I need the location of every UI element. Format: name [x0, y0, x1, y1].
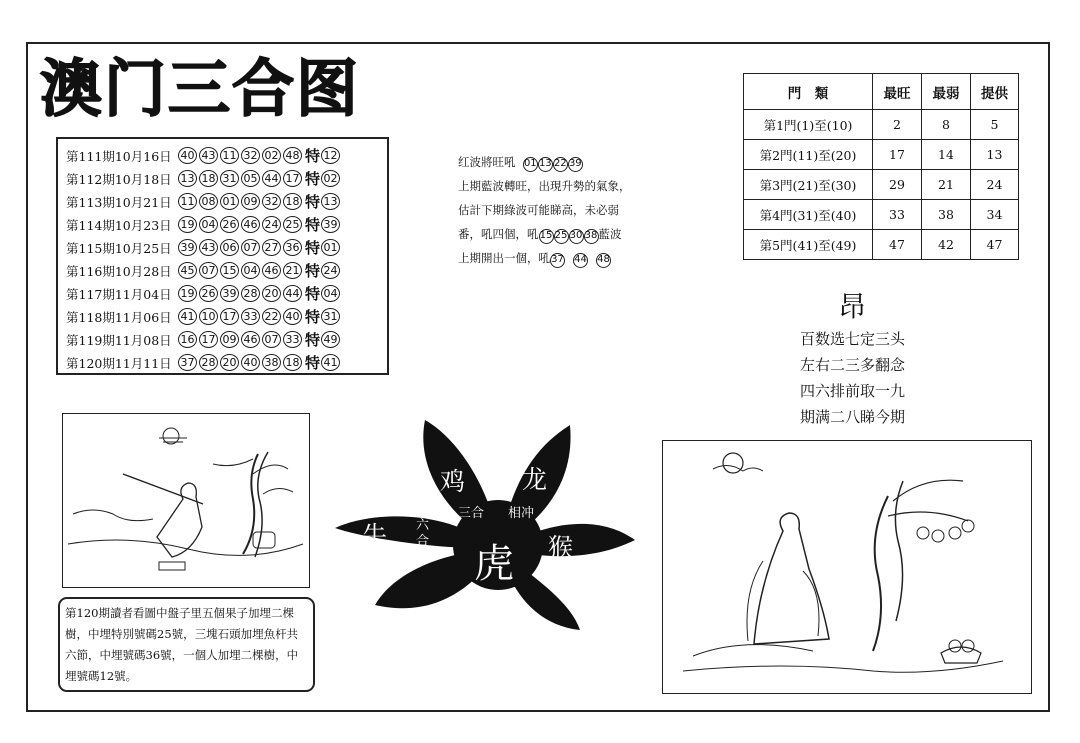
- hint-line-2: 上期藍波轉旺，出現升勢的氣象，: [458, 179, 631, 193]
- illustration-sage-tree: [662, 440, 1032, 694]
- number-ball: 06: [220, 239, 239, 256]
- story-text: 第120期讀者看圖中盤子里五個果子加埋二棵樹，中埋特別號碼25號，三塊石頭加埋魚杆共六節，中埋號碼36號，一個人加埋二棵樹，中埋號碼12號。: [58, 597, 315, 692]
- number-ball: 46: [241, 331, 260, 348]
- zodiac-hou: 猴: [548, 533, 574, 562]
- riddle-char: 昂: [838, 290, 867, 323]
- number-ball: 40: [241, 354, 260, 371]
- number-ball: 13: [538, 157, 553, 172]
- number-ball: 09: [241, 193, 260, 210]
- gate-header-cell: 最旺: [873, 74, 922, 110]
- number-ball: 32: [241, 147, 260, 164]
- number-ball: 15: [539, 229, 554, 244]
- special-number-ball: 02: [321, 170, 340, 187]
- zodiac-long: 龙: [522, 465, 548, 494]
- history-row: [66, 351, 387, 374]
- sage-scene-image: [663, 441, 1030, 692]
- number-ball: 10: [199, 308, 218, 325]
- special-number-ball: 04: [321, 285, 340, 302]
- number-ball: 36: [283, 239, 302, 256]
- number-ball: 17: [220, 308, 239, 325]
- zodiac-ji: 鸡: [440, 467, 466, 496]
- history-table: [56, 137, 389, 375]
- gate-value-cell: 5: [971, 110, 1019, 140]
- number-ball: 44: [283, 285, 302, 302]
- number-ball: 39: [178, 239, 197, 256]
- gate-row: [744, 230, 1019, 260]
- fishing-scene-image: [63, 414, 308, 586]
- number-ball: 05: [241, 170, 260, 187]
- gate-row: [744, 140, 1019, 170]
- period-label: 第111期10月16日: [66, 148, 172, 164]
- number-ball: 18: [199, 170, 218, 187]
- period-label: 第114期10月23日: [66, 217, 172, 233]
- number-ball: 16: [178, 331, 197, 348]
- number-ball: 09: [220, 331, 239, 348]
- gate-value-cell: 33: [873, 200, 922, 230]
- gate-header-cell: 提供: [971, 74, 1019, 110]
- number-ball: 25: [283, 216, 302, 233]
- gate-label-cell: 第2門(11)至(20): [744, 140, 873, 170]
- number-ball: 18: [283, 193, 302, 210]
- number-ball: 07: [241, 239, 260, 256]
- number-ball: 08: [199, 193, 218, 210]
- number-ball: 38: [584, 229, 599, 244]
- number-ball: 01: [220, 193, 239, 210]
- special-number-ball: 41: [321, 354, 340, 371]
- gate-value-cell: 34: [971, 200, 1019, 230]
- number-ball: 26: [199, 285, 218, 302]
- hint-line-5: [458, 246, 668, 270]
- illustration-scholar-fishing: [62, 413, 310, 588]
- number-ball: 43: [199, 239, 218, 256]
- number-ball: 18: [283, 354, 302, 371]
- number-ball: 46: [241, 216, 260, 233]
- special-label: 特: [305, 331, 321, 349]
- history-row: [66, 190, 387, 213]
- number-ball: 38: [262, 354, 281, 371]
- zodiac-hu: 虎: [474, 541, 514, 587]
- number-ball: 39: [220, 285, 239, 302]
- number-ball: 22: [262, 308, 281, 325]
- hint-text: 红波將旺吼: [458, 155, 516, 169]
- number-ball: 43: [199, 147, 218, 164]
- history-row: [66, 282, 387, 305]
- number-ball: 48: [283, 147, 302, 164]
- gate-label-cell: 第1門(1)至(10): [744, 110, 873, 140]
- poem-line: 期满二八睇今期: [800, 408, 906, 426]
- hint-line-3: 估計下期綠波可能睇高，未必弱: [458, 203, 619, 217]
- special-label: 特: [305, 354, 321, 372]
- number-ball: 28: [241, 285, 260, 302]
- gate-header-cell: 門 類: [744, 74, 873, 110]
- hint-text: 上期開出一個，吼: [458, 251, 550, 265]
- number-ball: 37: [178, 354, 197, 371]
- special-number-ball: 39: [321, 216, 340, 233]
- label-liuhe: 六合: [416, 518, 430, 549]
- period-label: 第115期10月25日: [66, 240, 172, 256]
- number-ball: 44: [573, 253, 588, 268]
- number-ball: 22: [553, 157, 568, 172]
- number-ball: 01: [523, 157, 538, 172]
- number-ball: 11: [178, 193, 197, 210]
- hint-text: 番，吼四個，吼: [458, 227, 539, 241]
- special-number-ball: 31: [321, 308, 340, 325]
- number-ball: 31: [220, 170, 239, 187]
- number-ball: 17: [199, 331, 218, 348]
- number-ball: 04: [199, 216, 218, 233]
- number-ball: 21: [283, 262, 302, 279]
- history-row: [66, 213, 387, 236]
- period-label: 第118期11月06日: [66, 309, 172, 325]
- special-number-ball: 24: [321, 262, 340, 279]
- gate-value-cell: 2: [873, 110, 922, 140]
- label-xiangchong: 相冲: [508, 506, 535, 521]
- number-ball: 26: [220, 216, 239, 233]
- gate-label-cell: 第3門(21)至(30): [744, 170, 873, 200]
- number-ball: 41: [178, 308, 197, 325]
- number-ball: 48: [596, 253, 611, 268]
- number-ball: 32: [262, 193, 281, 210]
- period-label: 第117期11月04日: [66, 286, 172, 302]
- period-label: 第113期10月21日: [66, 194, 172, 210]
- gate-value-cell: 13: [971, 140, 1019, 170]
- gate-value-cell: 42: [922, 230, 971, 260]
- gate-header-row: [744, 74, 1019, 110]
- special-label: 特: [305, 170, 321, 188]
- number-ball: 37: [550, 253, 565, 268]
- number-ball: 07: [262, 331, 281, 348]
- poem-line: 四六排前取一九: [800, 382, 906, 400]
- number-ball: 11: [220, 147, 239, 164]
- number-ball: 33: [241, 308, 260, 325]
- number-ball: 17: [283, 170, 302, 187]
- history-row: [66, 236, 387, 259]
- riddle-poem: [800, 326, 905, 430]
- gate-table: [743, 73, 1019, 260]
- poem-line: 百数选七定三头: [800, 330, 906, 348]
- number-ball: 13: [178, 170, 197, 187]
- number-ball: 20: [262, 285, 281, 302]
- number-ball: 44: [262, 170, 281, 187]
- gate-value-cell: 14: [922, 140, 971, 170]
- number-ball: 24: [262, 216, 281, 233]
- gate-value-cell: 17: [873, 140, 922, 170]
- gate-row: [744, 170, 1019, 200]
- special-label: 特: [305, 193, 321, 211]
- gate-value-cell: 47: [873, 230, 922, 260]
- number-ball: 30: [569, 229, 584, 244]
- number-ball: 28: [199, 354, 218, 371]
- gate-label-cell: 第4門(31)至(40): [744, 200, 873, 230]
- page-title: 澳门三合图: [40, 52, 361, 125]
- hint-line-4: [458, 222, 668, 246]
- number-ball: 27: [262, 239, 281, 256]
- gate-row: [744, 200, 1019, 230]
- special-label: 特: [305, 147, 321, 165]
- gate-value-cell: 38: [922, 200, 971, 230]
- hint-text: 藍波: [598, 227, 622, 241]
- number-ball: 02: [262, 147, 281, 164]
- gate-value-cell: 47: [971, 230, 1019, 260]
- number-ball: 04: [241, 262, 260, 279]
- period-label: 第112期10月18日: [66, 171, 172, 187]
- period-label: 第116期10月28日: [66, 263, 172, 279]
- number-ball: 40: [178, 147, 197, 164]
- number-ball: 39: [568, 157, 583, 172]
- special-label: 特: [305, 239, 321, 257]
- number-ball: 19: [178, 216, 197, 233]
- history-row: [66, 144, 387, 167]
- special-number-ball: 13: [321, 193, 340, 210]
- gate-row: [744, 110, 1019, 140]
- history-row: [66, 167, 387, 190]
- history-row: [66, 259, 387, 282]
- number-ball: 15: [220, 262, 239, 279]
- label-sanhe: 三合: [458, 506, 485, 521]
- gate-value-cell: 8: [922, 110, 971, 140]
- zodiac-niu: 牛: [362, 521, 388, 550]
- gate-header-cell: 最弱: [922, 74, 971, 110]
- gate-label-cell: 第5門(41)至(49): [744, 230, 873, 260]
- number-ball: 25: [554, 229, 569, 244]
- special-label: 特: [305, 308, 321, 326]
- hint-line-1: [458, 150, 668, 174]
- number-ball: 07: [199, 262, 218, 279]
- special-label: 特: [305, 262, 321, 280]
- number-ball: 40: [283, 308, 302, 325]
- history-row: [66, 328, 387, 351]
- special-number-ball: 01: [321, 239, 340, 256]
- wave-hint: [458, 150, 668, 270]
- number-ball: 45: [178, 262, 197, 279]
- number-ball: 46: [262, 262, 281, 279]
- gate-value-cell: 21: [922, 170, 971, 200]
- period-label: 第119期11月08日: [66, 332, 172, 348]
- zodiac-flower: [330, 410, 640, 640]
- special-number-ball: 12: [321, 147, 340, 164]
- history-row: [66, 305, 387, 328]
- gate-value-cell: 24: [971, 170, 1019, 200]
- number-ball: 19: [178, 285, 197, 302]
- number-ball: 33: [283, 331, 302, 348]
- period-label: 第120期11月11日: [66, 355, 172, 371]
- poem-line: 左右二三多翻念: [800, 356, 906, 374]
- special-label: 特: [305, 216, 321, 234]
- special-label: 特: [305, 285, 321, 303]
- gate-value-cell: 29: [873, 170, 922, 200]
- special-number-ball: 49: [321, 331, 340, 348]
- number-ball: 20: [220, 354, 239, 371]
